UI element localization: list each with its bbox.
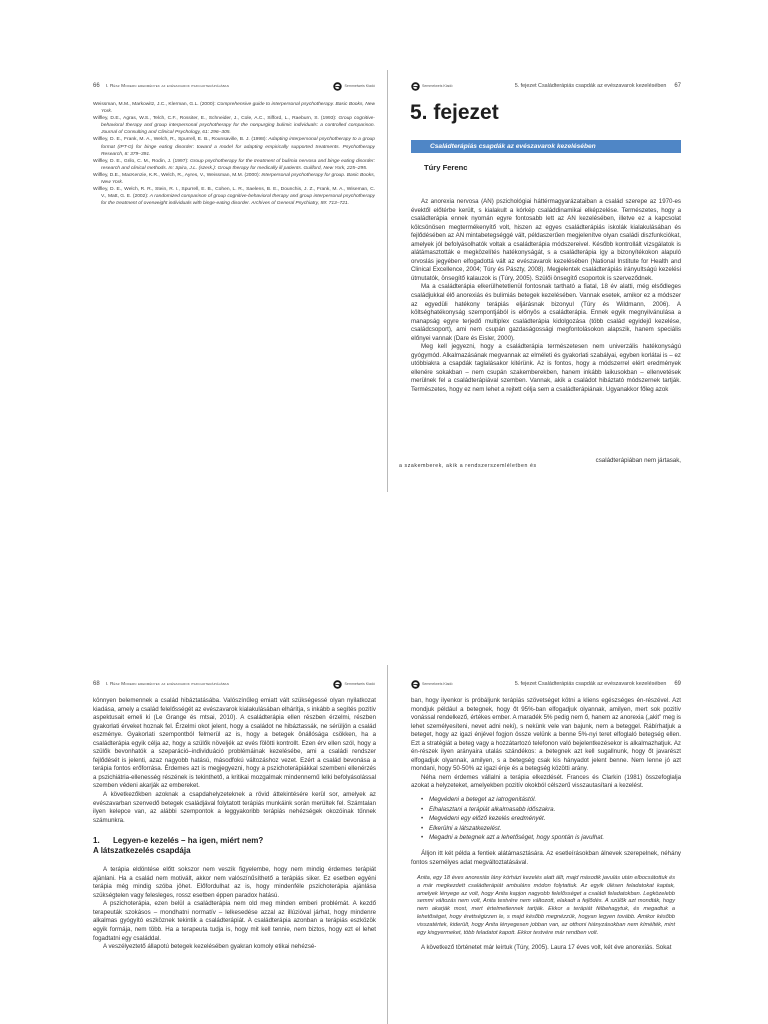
body-paragraph: Meg kell jegyezni, hogy a családterápia természetesen nem univerzális hatékonyságú gyógymód. Alkalmazásának megvannak az elméleti és gyakorlati szabályai, egyben korlátai is – ez utóbbiakra a csapdák taglalásakor kitérünk. Az is fontos, hogy a módszerrel elért eredmények ellenére sokakban – nem csupán szakemberekben, hanem inkább laikusokban – ellenvetések merülnek fel a családterápiával szemben. Vannak, akik a családot hibáztató módszernek tartják. Természetes, hogy ez nem lehet a rejtett célja sem a családterápiának. Ugyanakkor főleg azok	[411, 343, 681, 394]
reference-title: Group cognitive-behavioral therapy and group interpersonal psychotherapy for the nonpurging bulimic individuals: a controlled comparison. Journal of Consulting and Clinical Psychology, 61: 296–305.	[101, 116, 375, 136]
body-paragraph: könnyen belemennek a család hibáztatásába. Valószínűleg emiatt vált szükségessé olyan nyilatkozat kiadása, amely a család felelősségét az evészavarok kialakulásában elhárítja, s inkább a segítés pozitív aspektusait emeli ki (Le Grange és mtsai, 2010). A családterápia ellen részben érzelmi, részben gyakorlati érveket hoznak fel. Érzelmi okot jelent, hogy a családot ne hibáztassák, ne sérüljön a család eszménye. Gyakorlati szempontból felmerül az is, hogy a betegek önállósága csökken, ha a családterápia egyik célja az, hogy a szülők növeljék az evés fölötti kontrollt. Ezen érv ellen szól, hogy a szülők bevonhatók a szeparáció–individuáció problémáinak kezelésébe, ami a családi rendszer fejlődését is jelenti, azaz nagyobb hatású, másodfokú változáshoz vezet. Ezért a család bevonása a terápia fontos erőforrása. Érdemes azt is megjegyezni, hogy a pszichoterápiákkal szembeni ellenérzés a pszichiátria-ellenesség részének is tekinthető, a kritikai mozgalmak mindennemű lelki befolyásolással szemben védeni akarják az embereket.	[93, 697, 376, 790]
reference-authors: Wilfley, D. E., Frank, M. A., Welch, R., Spurrell, E. B., Rounsaville, B. J. (1998):	[93, 137, 267, 143]
page-66-header	[93, 81, 375, 91]
publisher-logo	[411, 82, 453, 91]
publisher-name: Semmelweis Kiadó	[422, 84, 453, 88]
section-subtitle: A látszatkezelés csapdája	[93, 846, 191, 856]
publisher-logo	[333, 82, 375, 91]
list-item: • Elhalasztani a terápiát alkalmasabb időszakra.	[421, 805, 681, 815]
body-paragraph: A terápia eldöntése előtt sokszor nem veszik figyelembe, hogy nem mindig érdemes terápiát ajánlani. Ha a család nem motivált, akkor nem valószínűsíthető a terápiás siker. Ez esetben egyéni terápia még mindig szóba jöhet. Előfordulhat az is, hogy mindenféle pszichoterápia ajánlása szükségtelen vagy felesleges, rossz esetben éppen paradox hatású.	[93, 866, 376, 899]
page-69-body	[411, 697, 681, 1024]
running-head: 5. fejezet Családterápiás csapdák az evészavarok kezelésében	[514, 681, 667, 687]
list-item: • Elkerülni a látszatkezelést.	[421, 824, 681, 834]
reference-title: Comprehensive guide to interpersonal psychotherapy. Basic Books, New York.	[101, 102, 375, 115]
chapter-title-banner: Családterápiás csapdák az evészavarok kezelésében	[411, 140, 681, 153]
reference-title: Interpersonal psychotherapy for group. Basic Books, New York.	[101, 172, 375, 186]
section-heading	[93, 836, 376, 856]
section-title: Legyen-e kezelés – ha igen, miért nem?	[113, 836, 264, 846]
body-paragraph: A következő történetet már leírtuk (Túry, 2005). Laura 17 éves volt, két éve anorexiás. Sokat	[421, 944, 672, 952]
running-head: 5. fejezet Családterápiás csapdák az evészavarok kezelésében	[514, 83, 667, 89]
list-item: • Megvédeni egy előző kezelés eredményét.	[421, 814, 681, 824]
reference-authors: Wilfley, D.E., Agras, W.S., Telch, C.F., Rossiter, E., Schneider, J., Cole, A.C., Sifford, L., Raeburn, S. (1993):	[93, 116, 337, 122]
page-67-body	[411, 198, 681, 457]
publisher-name: Semmelweis Kiadó	[344, 682, 375, 686]
body-paragraph: A veszélyeztető állapotú betegek kezelésében gyakran komoly etikai nehézsé-	[103, 943, 317, 951]
page-number: 68	[93, 681, 100, 687]
criteria-list	[411, 795, 681, 843]
reference-authors: Weissman, M.M., Markowitz, J.C., Klerman, G.L. (2000):	[93, 102, 216, 107]
page-69-header	[411, 679, 681, 689]
publisher-logo	[333, 680, 375, 689]
page-67-header	[411, 81, 681, 91]
body-paragraph: A következőkben azoknak a csapdahelyzeteknek a rövid áttekintésére kerül sor, amelyek az evészavarban szenvedő betegek családjával folytatott terápiás munkáink során merültek fel. Számtalan ilyen kelepce van, az alábbi szempontok a leggyakoribb terápiás nehézségek okozóinak tűnnek számunkra.	[93, 791, 376, 824]
page-number: 66	[93, 83, 100, 89]
reference-title: Adapting interpersonal psychotherapy to a group format (IPT-G) for binge eating disorder: toward a model for adapting empirically supported treatments. Psychotherapy Research, 8: 379–391.	[101, 137, 375, 157]
publisher-name: Semmelweis Kiadó	[422, 682, 453, 686]
reference-entry	[93, 101, 375, 115]
reference-title: A randomized comparison of group cognitive-behavioral therapy and group interpersonal psychotherapy for the treatment of overweight individuals with binge-eating disorder. Archives of General Psychiatry, 59: 713–721.	[101, 194, 375, 207]
reference-entry	[93, 172, 375, 186]
chapter-number: 5. fejezet	[410, 101, 499, 124]
body-line-fragment-offset: a szakemberek, akik a rendszerszemléletben és	[399, 463, 537, 469]
reference-entry	[93, 136, 375, 157]
body-paragraph: Az anorexia nervosa (AN) pszichológiai háttérmagyarázataiban a család szerepe az 1970-es évektől előtérbe került, s kialakult a kórkép családdinamikai elképzelése. Természetes, hogy a családterápia ennek nyomán egyre fontosabb lett az AN kezelésében, illetve ez a kapcsolat kölcsönösen megtermékenyítő volt, hiszen az egyes családterápiás iskolák kialakulásában és fejlődésében az AN mintabetegséggé vált, példaszerűen megjelenítve olyan családi diszfunkciókat, amelyek jól befolyásolhatók voltak a családterápia módszereivel. Később kontrollált vizsgálatok is alátámasztották e megközelítés hatékonyságát, s a családterápia így a bizonyítékokon alapuló orvoslás jegyében elfogadottá vált az evészavarok kezelésében (National Institute for Health and Clinical Excellence, 2004; Túry és Pászty, 2008). Megjelentek családterápiás irányultságú kezelési útmutatók, önsegítő kalauzok is (Túry, 2005). Szülői önsegítő csoportok is szerveződnek.	[411, 198, 681, 282]
reference-title: Group psychotherapy for the treatment of bulimia nervosa and binge eating disorder: research and clinical methods. In: Spira, J.L. (szerk.): Group therapy for medically ill patients. Guilford, New York, 225–295.	[101, 158, 375, 171]
page-68-header	[93, 679, 375, 689]
running-head: I. Rész Modern eredmények az evészavarok pszichoterápiájában	[105, 681, 230, 687]
publisher-logo-icon	[411, 82, 420, 91]
publisher-logo-icon	[411, 680, 420, 689]
publisher-logo-icon	[333, 680, 342, 689]
page-number: 69	[674, 681, 681, 687]
chapter-author: Túry Ferenc	[424, 163, 468, 172]
list-item: • Megadni a betegnek azt a lehetőséget, hogy spontán is javulhat.	[421, 833, 681, 843]
body-paragraph: A pszichoterápia, ezen belül a családterápia nem old meg minden emberi problémát. A kezdő terapeuták szokásos – mondhatni normatív – lelkesedése azzal az illúzióval járhat, hogy mindenre alkalmas gyógyító eszköznek tekintik a családterápiát. A családterápia azonban a terápiás eszközök egyik formája, nem több. Ha a terapeuta tudja is, hogy mit kell tennie, nem biztos, hogy ezt el lehet fogadtatni egy családdal.	[93, 900, 376, 942]
running-head: I. Rész Modern eredmények az evészavarok pszichoterápiájában	[105, 83, 230, 89]
body-paragraph: Néha nem érdemes vállalni a terápia elkezdését. Frances és Clarkin (1981) összefoglalja azokat a helyzeteket, amelyekben pozitív okokból célszerű visszautasítani a kezelést.	[411, 773, 681, 790]
list-item: • Megvédeni a beteget az iatrogenitástól.	[421, 795, 681, 805]
page-number: 67	[674, 83, 681, 89]
body-line-fragment: családterápiában nem jártasak,	[595, 457, 681, 464]
reference-entry	[93, 115, 375, 136]
case-study-box: Anita, egy 18 éves anorexiás lány kórházi kezelés alatt állt, majd második javulás után elbocsátottuk és a már megkezdett családterápiát ambuláns módon folytattuk. Az egyik ülésen feladatokat kaptak, amelyek lényege az volt, hogy Anita kapjon nagyobb felelősséget a családi feladatokban. Legközelebb semmi változás nem volt, Anita testvére nem változott, elakadt a fejlődés. A szülők azt mondták, hogy nem akarják most, mert értelmetlennek tartják. Ekkor a terápiát félbehagytuk, és megadtuk a lehetőséget, hogy érettségizzen le, s majd később megnézzük, hogyan legyen tovább. Amikor később visszatértek, kiderült, hogy Anita lényegesen jobban van, az otthoni hiányzásokban nem kímélték, mint egy kisgyermeket, több feladatot kapott. Ekkor testvére már rendben volt.	[417, 875, 675, 936]
body-paragraph: Ma a családterápia elkerülhetetlenül fontosnak tartható a fiatal, 18 év alatti, még elsődleges családjukkal élő anorexiás és bulimiás betegek kezelésében. Vannak esetek, amikor ez a módszer az egyedüli hatékony terápiás eljárásnak bizonyul (Túry és Wildmann, 2006). A költséghatékonyság szempontjából is előnyös a családterápia. Ennek egyik megnyilvánulása a manapság egyre terjedő multiplex családterápia kidolgozása (több család egyidejű kezelése, családcsoport), ami nem csupán gazdaságossági megfontolásokon alapszik, hanem speciális előnyei vannak (Dare és Eisler, 2000).	[411, 283, 681, 342]
reference-entry	[93, 158, 375, 172]
spread-gutter-top	[387, 70, 388, 492]
publisher-logo	[411, 680, 453, 689]
reference-authors: Wilfley, D. E., Welch, R. R., Stein, R. I., Spurrell, E. B., Cohen, L. R., Saelens, B. E., Dounchis, J. Z., Frank, M. A., Wiseman, C. V., Matt, G. E. (2002):	[93, 187, 375, 200]
section-number: 1.	[93, 836, 100, 846]
reference-entry	[93, 186, 375, 207]
publisher-logo-icon	[333, 82, 342, 91]
body-paragraph: ban, hogy ilyenkor is próbáljunk terápiás szövetséget kötni a kliens egészséges én-részével. Azt mondjuk például a betegnek, hogy őt 95%-ban elfogadjuk olyannak, amilyen, mert sok pozitív vonással rendelkező, értékes ember. A maradék 5% pedig nem ő, hanem az anorexia („akit” meg is lehet személyesíteni, nevet adni neki), s nekünk vele van bajunk, nem a beteggel. Rábírhatjuk a beteget, hogy az igazi énjével fogjon össze velünk a benne 5%-nyi teret elfoglaló betegség ellen. Ezt a stratégiát a beteg vagy a hozzátartozó telefonon való bejelentkezésekor is alkalmazhatjuk. Az én-részek ilyen arányaira utalás szándékos: a betegnek azt kell sugallnunk, hogy őt javarészt elfogadjuk olyannak, amilyen, s a betegség csak kis hányadot jelent benne. Nem lenne jó azt mondani, hogy 50-50% az igazi énje és a betegség közötti arány.	[411, 697, 681, 773]
publisher-name: Semmelweis Kiadó	[344, 84, 375, 88]
body-paragraph: Álljon itt két példa a fentiek alátámasztására. Az esetleírásokban álnevek szerepelnek, néhány fontos személyes adat megváltoztatásával.	[411, 849, 681, 866]
reference-authors: Wilfley, D.E., MacKenzie, K.R., Welch, R., Ayres, V., Weissman, M.M. (2000):	[93, 172, 260, 178]
page-68-body	[93, 697, 376, 1024]
spread-gutter-bottom	[387, 665, 388, 1024]
reference-list	[93, 101, 375, 241]
reference-authors: Wilfley, D. E., Grilo, C. M., Rodin, J. (1997):	[93, 158, 189, 164]
